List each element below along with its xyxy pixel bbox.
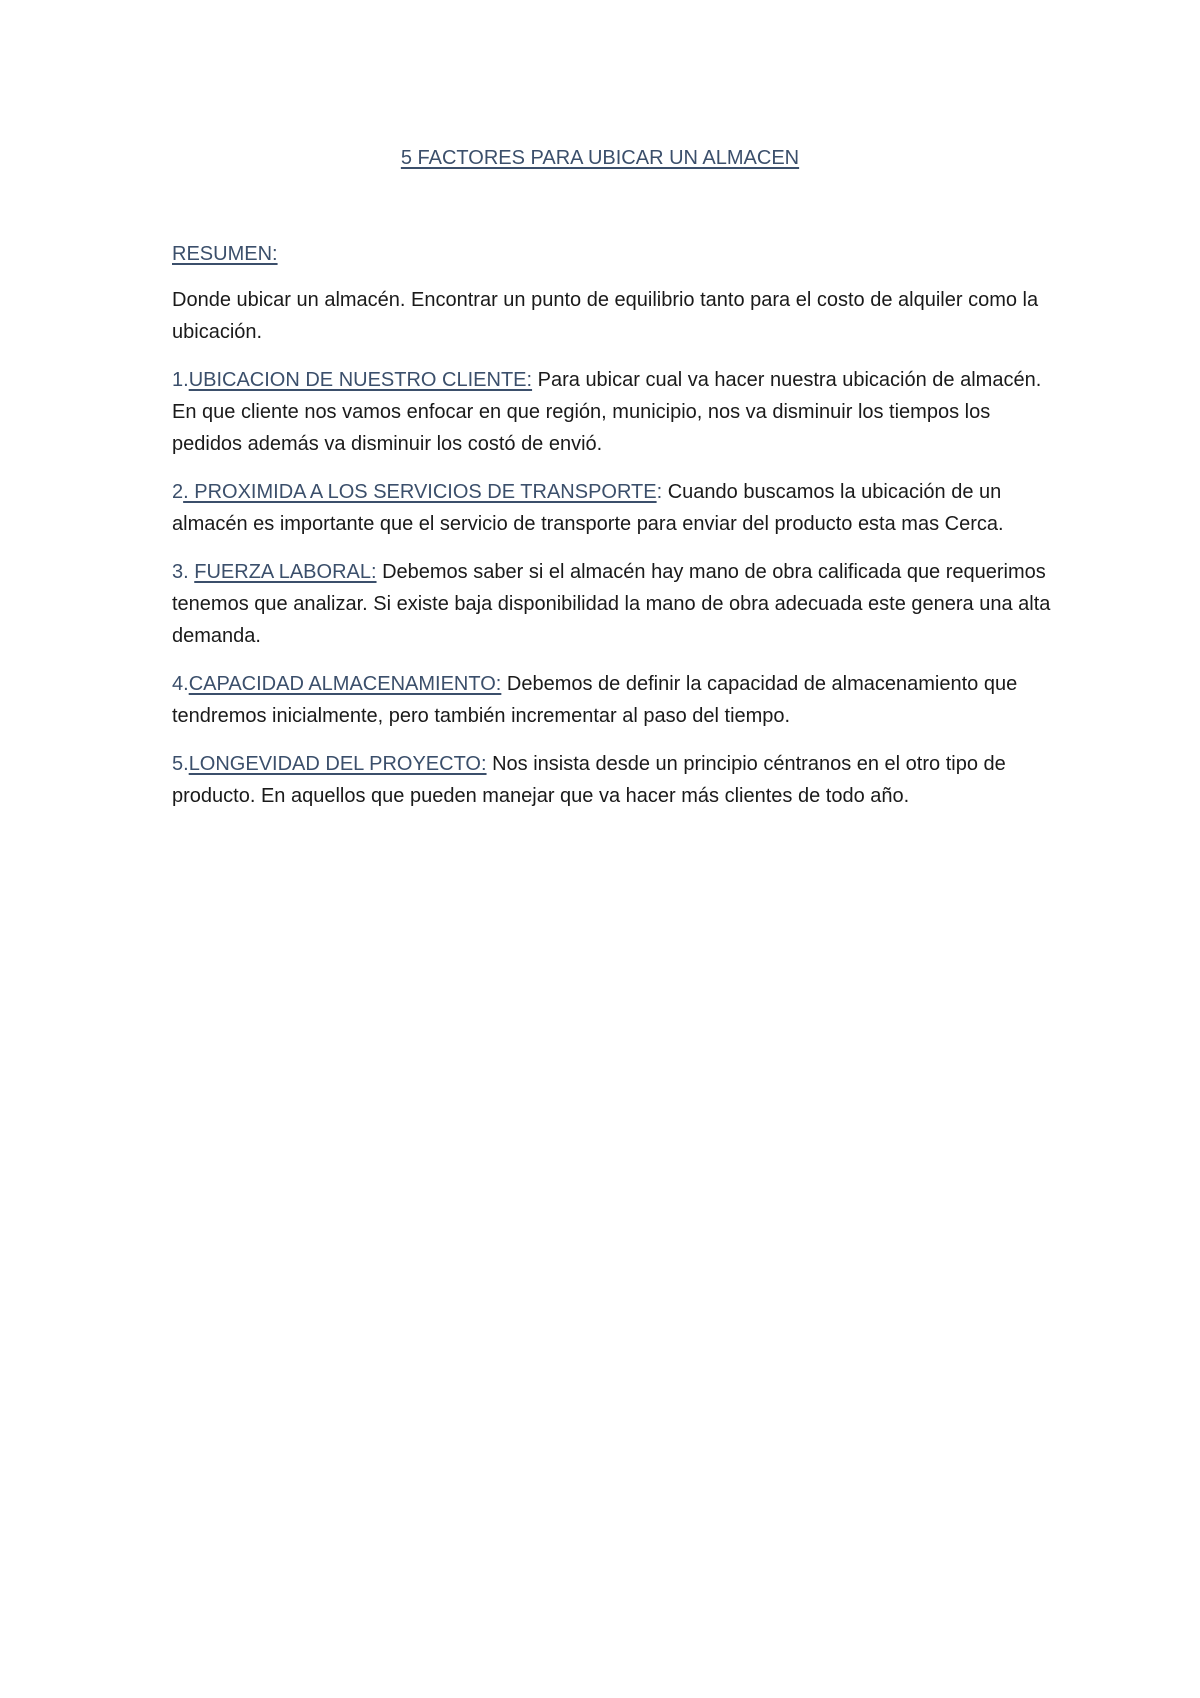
factor-number: 1. — [172, 369, 189, 391]
factor-text: Debemos saber si el almacén hay mano de obra calificada que requerimos tenemos que analizar. Si existe baja disponibilidad la mano de obra adecuada este genera una alta demanda. — [172, 561, 1051, 647]
factor-text: Nos insista desde un principio céntranos en el otro tipo de producto. En aquellos que pueden manejar que va hacer más clientes de todo año. — [172, 753, 1006, 807]
factor-3 — [172, 556, 1052, 652]
factor-label-suffix: : — [656, 481, 663, 503]
factor-5 — [172, 748, 1052, 812]
factor-label: . PROXIMIDA A LOS SERVICIOS DE TRANSPORTE — [183, 481, 657, 503]
factor-2 — [172, 476, 1052, 540]
summary-paragraph: Donde ubicar un almacén. Encontrar un punto de equilibrio tanto para el costo de alquiler como la ubicación. — [172, 289, 1039, 343]
factor-text: Cuando buscamos la ubicación de un almacén es importante que el servicio de transporte para enviar del producto esta mas Cerca. — [172, 481, 1004, 535]
factor-label: FUERZA LABORAL: — [194, 561, 377, 583]
document-title: 5 FACTORES PARA UBICAR UN ALMACEN — [400, 147, 800, 169]
factor-number: 4. — [172, 673, 189, 695]
factor-label: LONGEVIDAD DEL PROYECTO: — [188, 753, 487, 775]
summary-heading: RESUMEN: — [172, 243, 278, 265]
factor-text: Para ubicar cual va hacer nuestra ubicación de almacén. En que cliente nos vamos enfocar en que región, municipio, nos va disminuir los tiempos los pedidos además va disminuir los costó de envió. — [172, 369, 1042, 455]
factor-text: Debemos de definir la capacidad de almacenamiento que tendremos inicialmente, pero también incrementar al paso del tiempo. — [172, 673, 1018, 727]
factor-1 — [172, 364, 1052, 460]
factor-number: 2 — [172, 481, 184, 503]
factor-number: 3. — [172, 561, 195, 583]
factor-label: CAPACIDAD ALMACENAMIENTO: — [188, 673, 502, 695]
factor-4 — [172, 668, 1052, 732]
factor-label: UBICACION DE NUESTRO CLIENTE: — [188, 369, 533, 391]
factor-number: 5. — [172, 753, 189, 775]
document-body — [172, 240, 1052, 828]
